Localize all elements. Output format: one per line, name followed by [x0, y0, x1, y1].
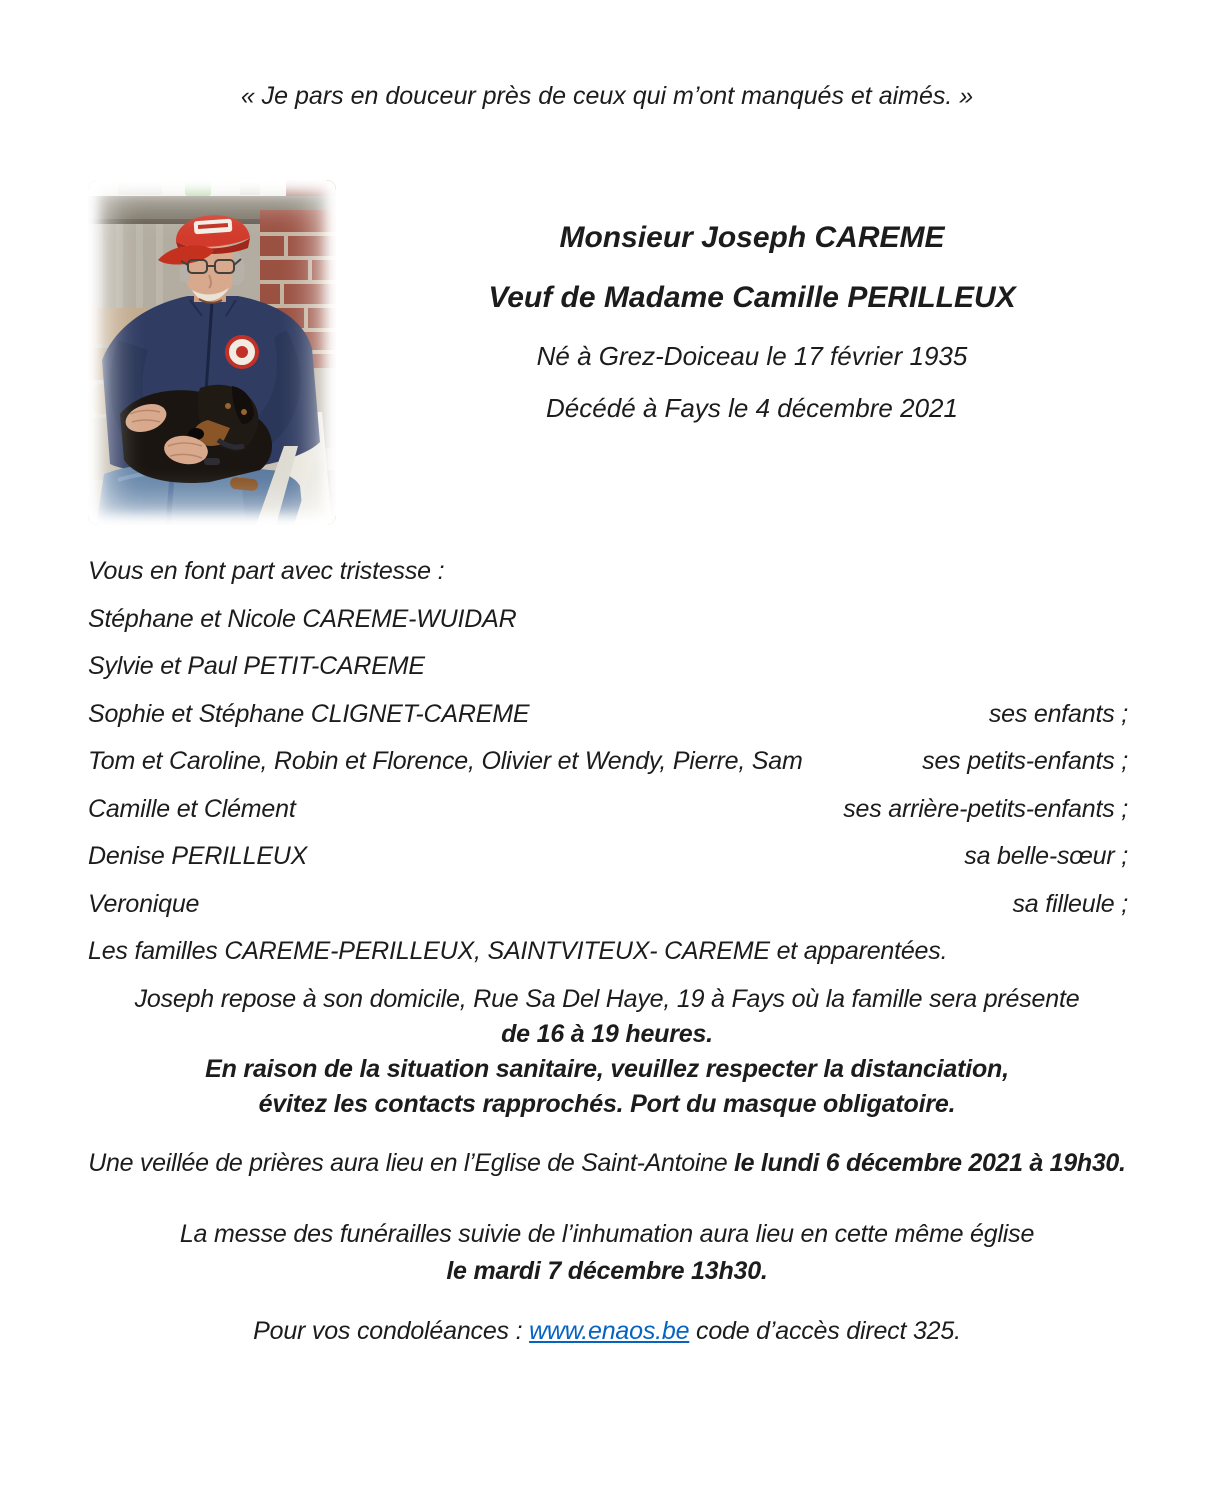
condolences-link[interactable]: www.enaos.be — [529, 1317, 690, 1345]
hours-line: de 16 à 19 heures. — [501, 1020, 713, 1048]
funeral-mass-datetime: le mardi 7 décembre 13h30. — [446, 1257, 768, 1285]
prayer-vigil-datetime: le lundi 6 décembre 2021 à 19h30. — [733, 1149, 1126, 1177]
family-row — [88, 738, 1128, 786]
deceased-header — [378, 222, 1126, 424]
family-row — [88, 691, 1128, 739]
family-relation: sa belle-sœur ; — [964, 842, 1128, 870]
family-closing — [88, 928, 1128, 976]
family-names: Stéphane et Nicole CAREME-WUIDAR — [88, 604, 517, 633]
funeral-mass-line: La messe des funérailles suivie de l’inhumation aura lieu en cette même église — [179, 1220, 1035, 1248]
family-relation: ses petits-enfants ; — [922, 747, 1128, 775]
funeral-mass-block — [0, 1216, 1214, 1290]
family-intro-text: Vous en font part avec tristesse : — [88, 557, 445, 585]
family-names: Sylvie et Paul PETIT-CAREME — [88, 652, 425, 680]
family-intro — [88, 548, 1128, 596]
family-relation: ses arrière-petits-enfants ; — [843, 794, 1128, 823]
prayer-vigil-text: Une veillée de prières aura lieu en l’Eglise de Saint-Antoine — [88, 1149, 734, 1177]
family-names: Denise PERILLEUX — [88, 842, 308, 870]
opening-quote: « Je pars en douceur près de ceux qui m’ont manqués et aimés. » — [240, 82, 974, 110]
family-closing-text: Les familles CAREME-PERILLEUX, SAINTVITEUX- CAREME et apparentées. — [88, 937, 948, 965]
prayer-vigil-line — [0, 1146, 1214, 1180]
family-row — [88, 833, 1128, 881]
death-line: Décédé à Fays le 4 décembre 2021 — [546, 393, 958, 423]
family-list — [88, 548, 1128, 976]
family-names: Camille et Clément — [88, 794, 296, 823]
widower-line: Veuf de Madame Camille PERILLEUX — [488, 281, 1016, 314]
family-names: Sophie et Stéphane CLIGNET-CAREME — [88, 699, 530, 728]
family-relation: ses enfants ; — [988, 699, 1128, 728]
family-row — [88, 881, 1128, 929]
condolences-after: code d’accès direct 325. — [689, 1317, 961, 1345]
deceased-name: Monsieur Joseph CAREME — [559, 221, 945, 254]
family-names: Veronique — [88, 889, 200, 918]
vigil-notice — [0, 982, 1214, 1122]
condolences-before: Pour vos condoléances : — [253, 1317, 530, 1345]
family-relation: sa filleule ; — [1012, 889, 1128, 918]
family-row — [88, 786, 1128, 834]
birth-line: Né à Grez-Doiceau le 17 février 1935 — [536, 341, 968, 371]
family-names: Tom et Caroline, Robin et Florence, Olivier et Wendy, Pierre, Sam — [88, 747, 803, 775]
portrait-illustration — [88, 180, 336, 525]
family-row — [88, 643, 1128, 691]
condolences-line — [0, 1314, 1214, 1348]
repose-line: Joseph repose à son domicile, Rue Sa Del Haye, 19 à Fays où la famille sera présente — [134, 985, 1080, 1013]
family-row — [88, 596, 1128, 644]
sanitary-line: En raison de la situation sanitaire, veuillez respecter la distanciation, — [205, 1055, 1009, 1083]
mask-line: évitez les contacts rapprochés. Port du masque obligatoire. — [258, 1090, 956, 1118]
portrait-photo — [88, 180, 336, 525]
